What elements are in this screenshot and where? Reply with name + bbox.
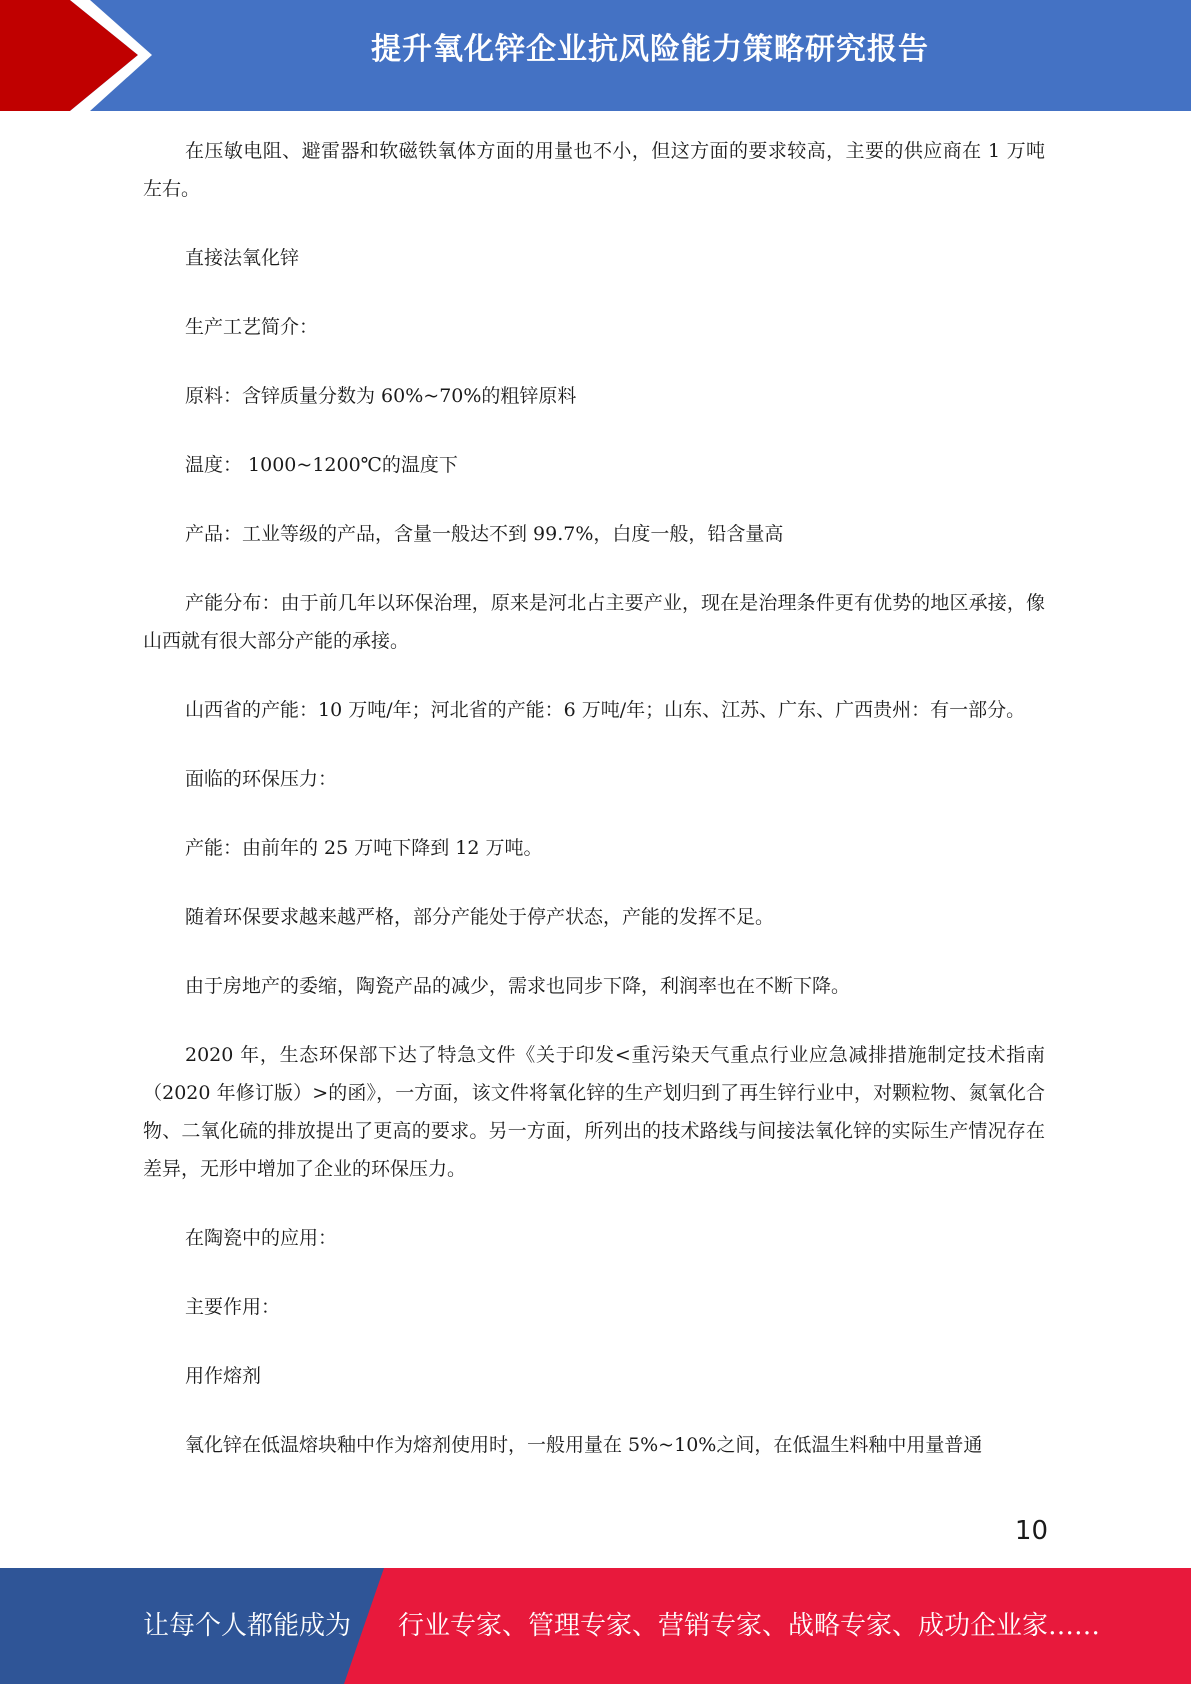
paragraph: 产能：由前年的 25 万吨下降到 12 万吨。 [185,837,543,859]
page-number: 10 [1014,1516,1048,1546]
paragraph: 随着环保要求越来越严格，部分产能处于停产状态，产能的发挥不足。 [185,906,775,928]
page-header [0,0,1191,111]
footer-slogan-right: 行业专家、管理专家、营销专家、战略专家、成功企业家…… [398,1611,1101,1641]
paragraph: 面临的环保压力： [185,768,338,790]
paragraph: 由于房地产的委缩，陶瓷产品的减少，需求也同步下降，利润率也在不断下降。 [185,975,851,997]
paragraph: 产品：工业等级的产品，含量一般达不到 99.7%，白度一般，铅含量高 [185,523,784,545]
header-title: 提升氧化锌企业抗风险能力策略研究报告 [371,32,929,67]
header-red-arrow [0,0,138,111]
paragraph: 原料：含锌质量分数为 60%~70%的粗锌原料 [185,385,577,407]
paragraph: 直接法氧化锌 [185,247,300,269]
paragraph: 产能分布：由于前几年以环保治理，原来是河北占主要产业，现在是治理条件更有优势的地区承接，像山西就有很大部分产能的承接。 [143,592,1045,652]
paragraph: 生产工艺简介： [185,316,319,338]
paragraph: 在压敏电阻、避雷器和软磁铁氧体方面的用量也不小，但这方面的要求较高，主要的供应商在 1 万吨左右。 [143,140,1045,200]
paragraph: 在陶瓷中的应用： [185,1227,338,1249]
page-footer [0,1568,1191,1684]
paragraph: 氧化锌在低温熔块釉中作为熔剂使用时，一般用量在 5%~10%之间，在低温生料釉中用量普通 [185,1434,983,1456]
document-body [143,132,1045,1495]
paragraph: 2020 年，生态环保部下达了特急文件《关于印发<重污染天气重点行业应急减排措施制定技术指南（2020 年修订版）>的函》，一方面，该文件将氧化锌的生产划归到了再生锌行业中，对颗粒物、氮氧化合物、二氧化硫的排放提出了更高的要求。另一方面，所列出的技术路线与间接法氧化锌的实际生产情况存在差异，无形中增加了企业的环保压力。 [143,1044,1045,1180]
paragraph: 山西省的产能：10 万吨/年；河北省的产能：6 万吨/年；山东、江苏、广东、广西贵州：有一部分。 [185,699,1026,721]
paragraph: 用作熔剂 [185,1365,262,1387]
footer-slogan-left: 让每个人都能成为 [143,1611,352,1641]
paragraph: 主要作用： [185,1296,281,1318]
paragraph: 温度： 1000~1200℃的温度下 [185,454,458,476]
